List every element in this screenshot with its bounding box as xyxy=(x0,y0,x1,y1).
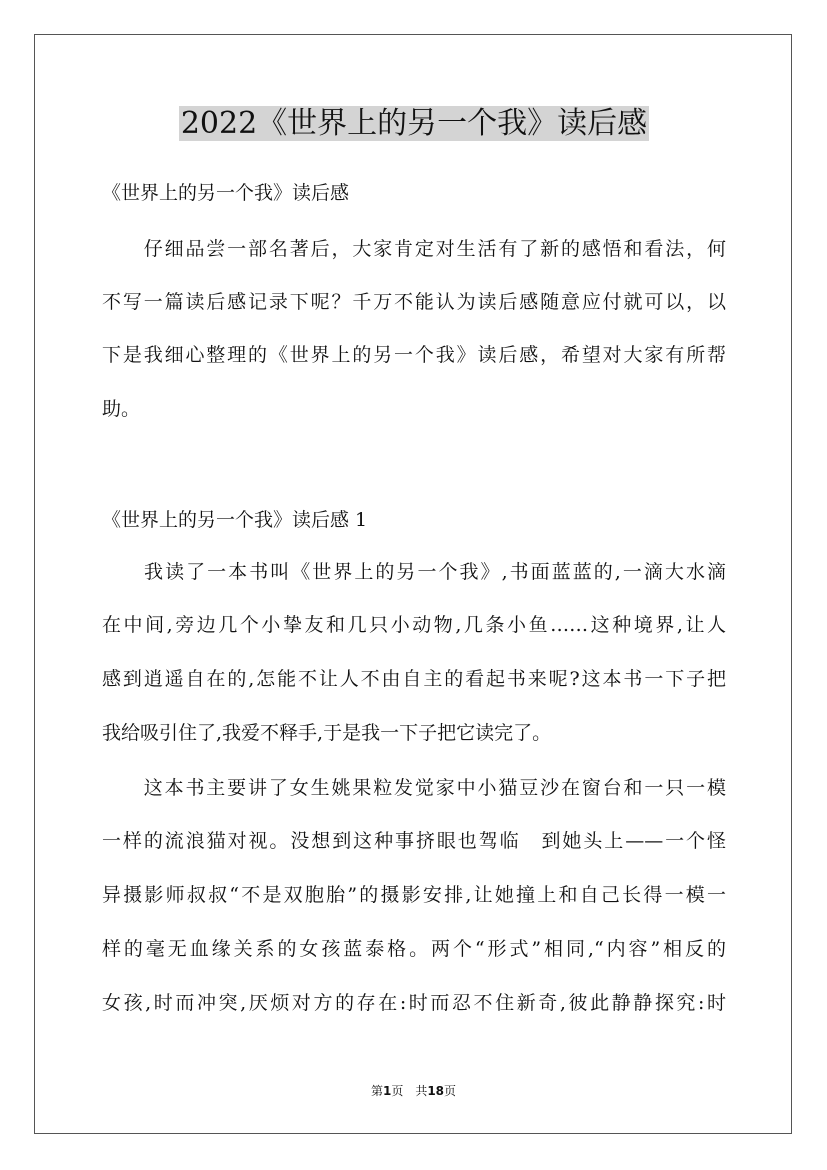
paragraph-line: 这本书主要讲了女生姚果粒发觉家中小猫豆沙在窗台和一只一模 xyxy=(102,777,726,799)
footer-prefix: 第 xyxy=(370,1084,383,1098)
paragraph-line: 样的毫无血缘关系的女孩蓝泰格。两个“形式”相同,“内容”相反的 xyxy=(102,938,726,960)
section-heading: 《世界上的另一个我》读后感 1 xyxy=(102,509,368,531)
document-title xyxy=(102,100,726,148)
paragraph-line: 一样的流浪猫对视。没想到这种事挤眼也驾临 到她头上——一个怪 xyxy=(102,830,726,852)
paragraph-line: 异摄影师叔叔“不是双胞胎”的摄影安排,让她撞上和自己长得一模一 xyxy=(102,884,726,906)
intro-line: 下是我细心整理的《世界上的另一个我》读后感，希望对大家有所帮 xyxy=(102,344,726,366)
paragraph-line: 我读了一本书叫《世界上的另一个我》,书面蓝蓝的,一滴大水滴 xyxy=(102,561,726,583)
paragraph-line: 女孩,时而冲突,厌烦对方的存在:时而忍不住新奇,彼此静静探究:时 xyxy=(102,992,726,1014)
current-page-number: 1 xyxy=(382,1084,392,1098)
paragraph-line: 在中间,旁边几个小挚友和几只小动物,几条小鱼……这种境界,让人 xyxy=(102,614,726,636)
title-text: 2022《世界上的另一个我》读后感 xyxy=(180,106,648,141)
subtitle: 《世界上的另一个我》读后感 xyxy=(102,182,350,204)
footer-suffix: 页 xyxy=(444,1084,457,1098)
paragraph-line: 感到逍遥自在的,怎能不让人不由自主的看起书来呢?这本书一下子把 xyxy=(102,668,726,690)
intro-line: 不写一篇读后感记录下呢？千万不能认为读后感随意应付就可以，以 xyxy=(102,291,726,313)
intro-line: 仔细品尝一部名著后，大家肯定对生活有了新的感悟和看法，何 xyxy=(102,238,726,260)
paragraph-line: 我给吸引住了,我爱不释手,于是我一下子把它读完了。 xyxy=(102,722,552,744)
footer-mid: 页 共 xyxy=(391,1084,428,1098)
intro-line: 助。 xyxy=(102,398,141,420)
page-footer xyxy=(0,1082,827,1099)
total-page-count: 18 xyxy=(427,1084,445,1098)
